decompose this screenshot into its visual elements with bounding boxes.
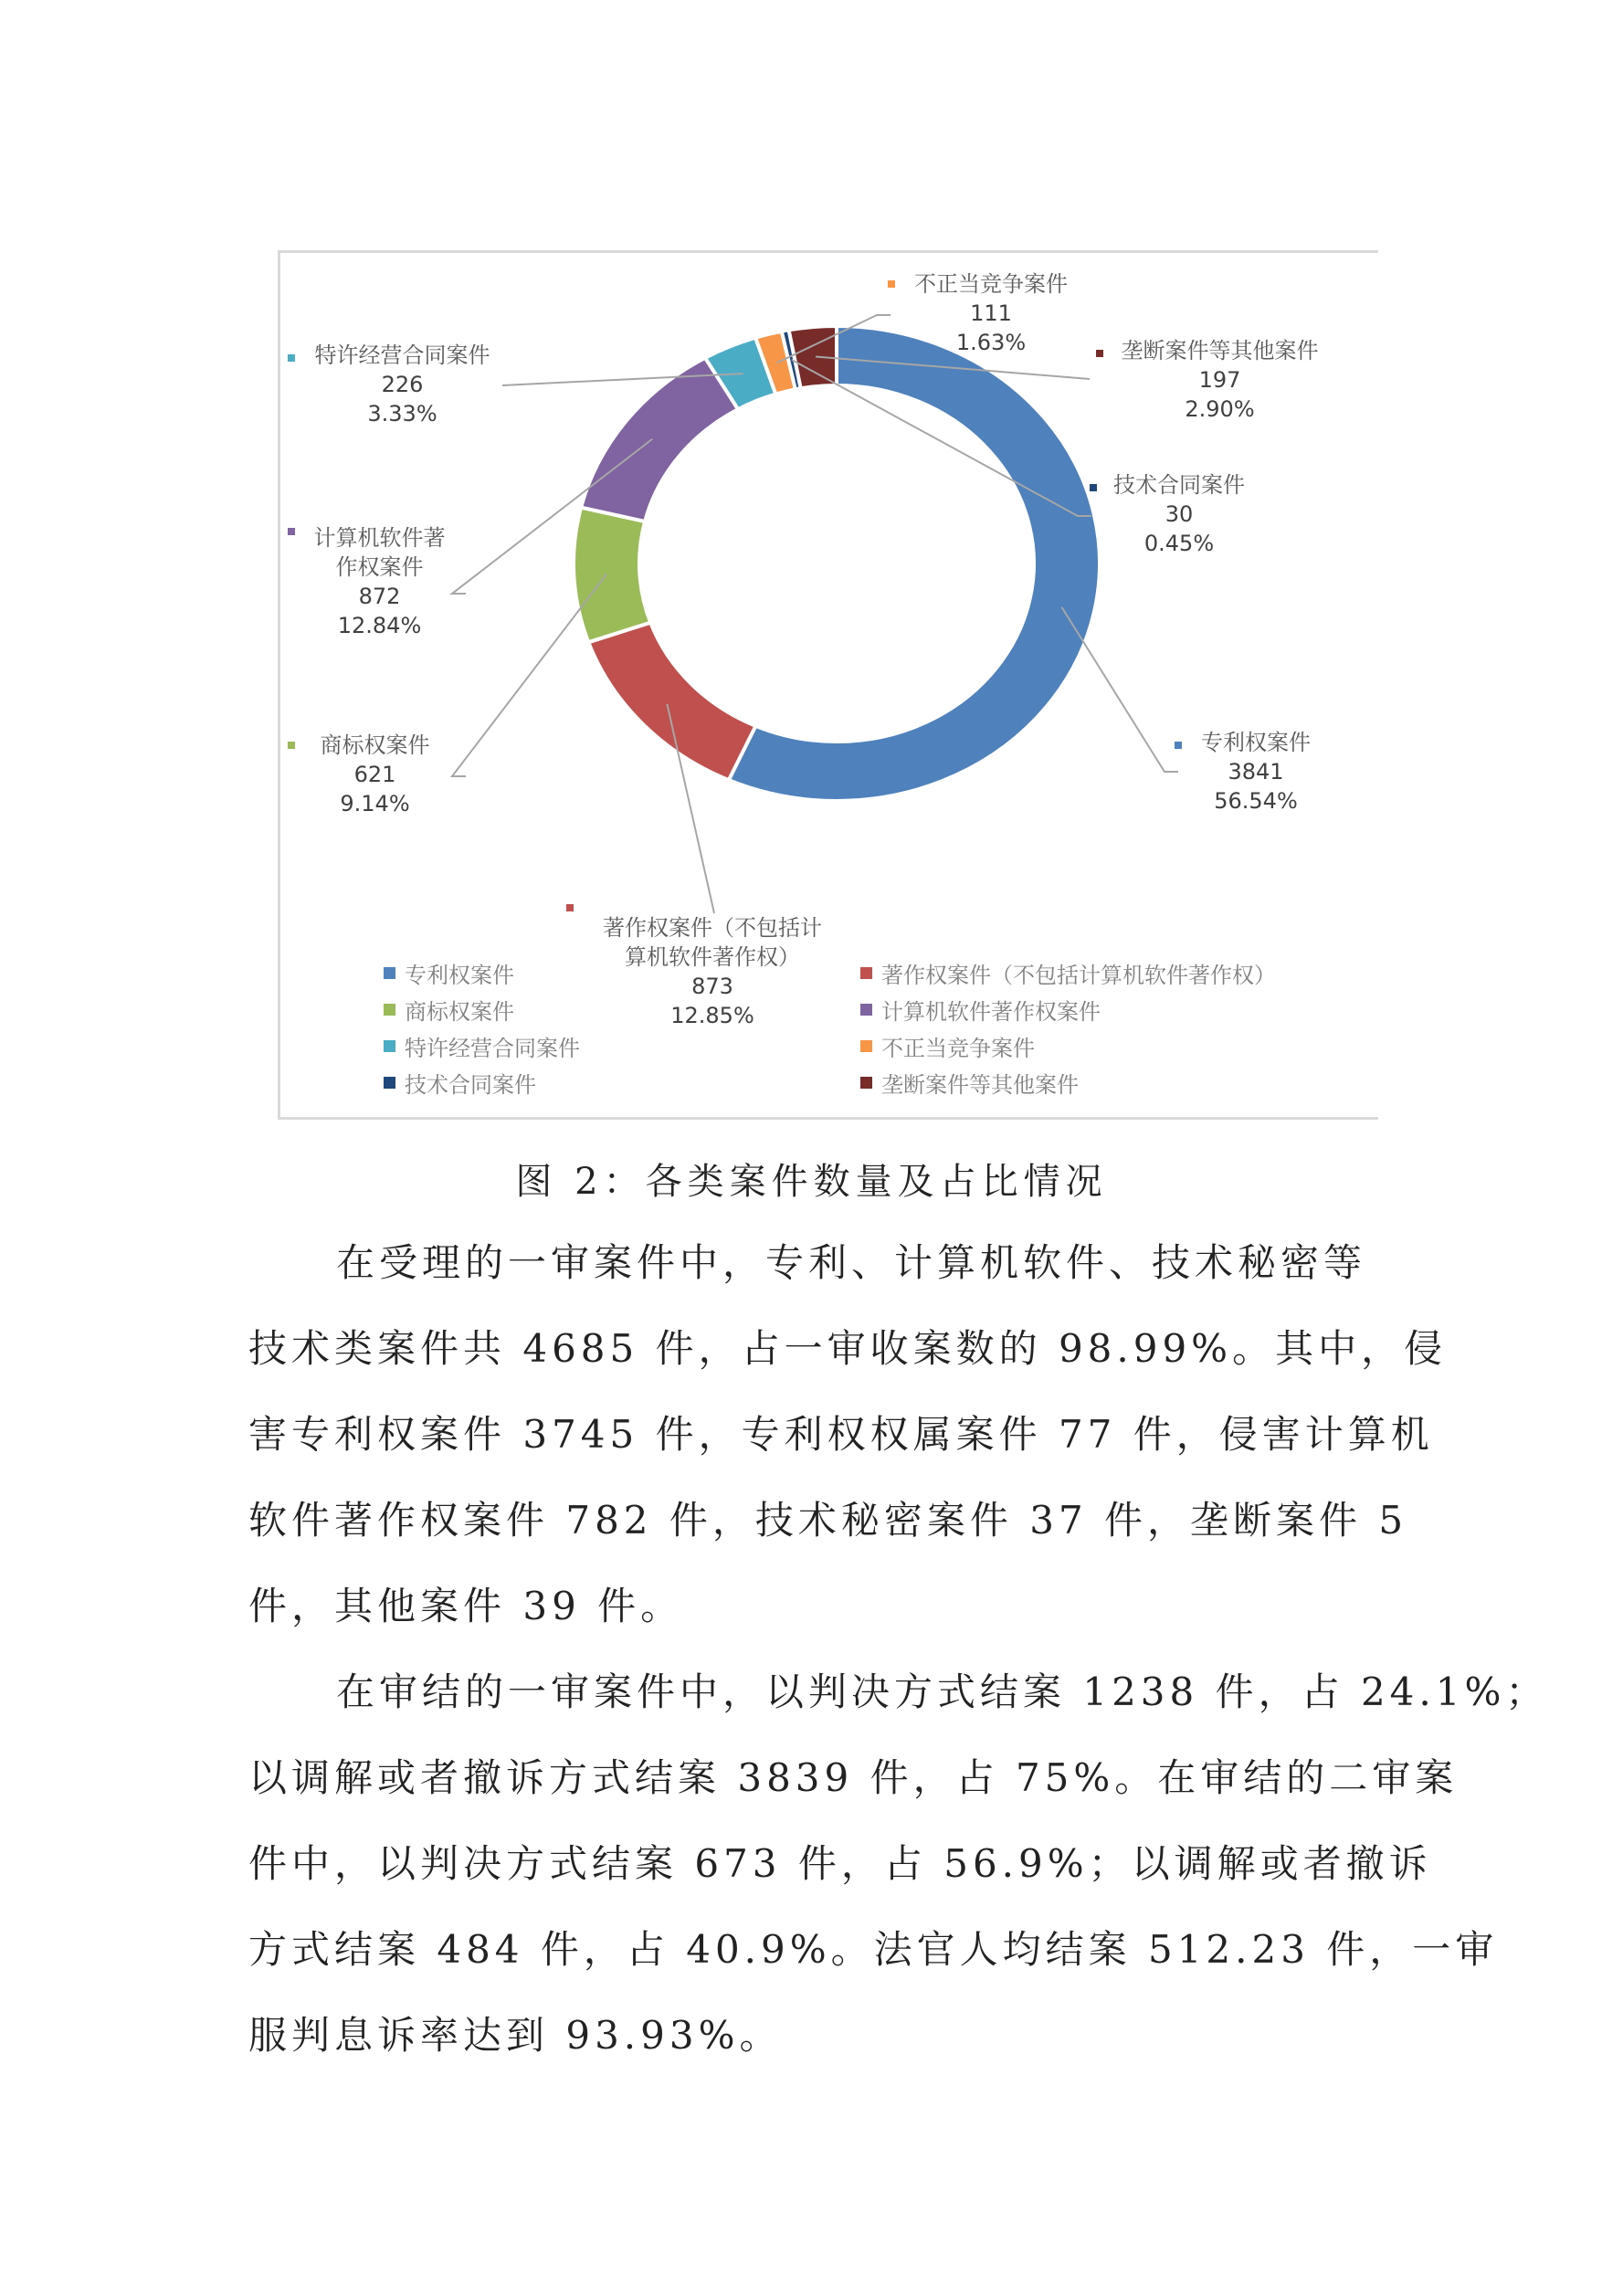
label-value: 621 [353, 762, 396, 787]
text-line: 在受理的一审案件中，专利、计算机软件、技术秘密等 [336, 1240, 1367, 1285]
label-marker [888, 280, 895, 288]
label-value: 3841 [1228, 759, 1284, 785]
legend-label: 垄断案件等其他案件 [881, 1072, 1079, 1098]
legend-label: 技术合同案件 [405, 1072, 536, 1098]
text-line: 方式结案 484 件，占 40.9%。法官人均结案 512.23 件，一审 [248, 1927, 1499, 1972]
legend-label: 著作权案件（不包括计算机软件著作权） [881, 963, 1276, 988]
label-marker [288, 742, 295, 749]
text-line: 件中，以判决方式结案 673 件，占 56.9%；以调解或者撤诉 [248, 1841, 1432, 1886]
label-percent: 2.90% [1185, 396, 1255, 422]
donut-slice-patent [729, 326, 1100, 801]
label-marker [1175, 742, 1182, 749]
text-line: 害专利权案件 3745 件，专利权权属案件 77 件，侵害计算机 [248, 1412, 1434, 1457]
text-line: 件，其他案件 39 件。 [248, 1584, 684, 1628]
donut-slice-trademark [574, 508, 650, 643]
figure-caption: 图 2：各类案件数量及占比情况 [515, 1161, 1108, 1203]
label-value: 111 [970, 300, 1012, 326]
legend-swatch [860, 1077, 872, 1089]
text-line: 以调解或者撤诉方式结案 3839 件，占 75%。在审结的二审案 [248, 1755, 1459, 1800]
label-name: 特许经营合同案件 [314, 342, 490, 368]
label-marker [1090, 484, 1097, 491]
text-line: 服判息诉率达到 93.93%。 [248, 2013, 783, 2058]
legend-item-copyright [860, 957, 1276, 989]
label-name: 不正当竞争案件 [914, 271, 1068, 297]
legend-item-franchise [384, 1030, 580, 1062]
label-value: 226 [381, 372, 424, 397]
legend-item-trademark [384, 994, 514, 1026]
label-percent: 12.84% [337, 613, 422, 638]
legend-swatch [384, 1077, 395, 1089]
legend-item-monopoly-other [860, 1067, 1079, 1099]
leader-line-trademark [452, 574, 606, 776]
legend-label: 不正当竞争案件 [881, 1036, 1035, 1061]
label-name: 专利权案件 [1201, 730, 1311, 755]
label-name-line1: 著作权案件（不包括计 [603, 915, 822, 941]
label-name-line2: 作权案件 [335, 554, 424, 580]
legend-swatch [384, 967, 395, 979]
label-value: 197 [1198, 367, 1241, 393]
label-percent: 56.54% [1214, 788, 1298, 814]
legend-swatch [384, 1040, 395, 1052]
text-line: 技术类案件共 4685 件，占一审收案数的 98.99%。其中，侵 [248, 1326, 1448, 1371]
text-line: 软件著作权案件 782 件，技术秘密案件 37 件，垄断案件 5 [248, 1498, 1408, 1543]
legend-swatch [384, 1004, 395, 1016]
paragraph-first-instance-accepted [248, 1220, 1448, 1649]
legend-swatch [860, 967, 872, 979]
label-name: 技术合同案件 [1113, 472, 1245, 498]
label-value: 872 [358, 584, 401, 609]
legend-swatch [860, 1040, 872, 1052]
label-percent: 12.85% [670, 1003, 754, 1028]
legend-label: 商标权案件 [405, 999, 514, 1025]
legend-item-patent [384, 957, 514, 989]
legend-label: 专利权案件 [405, 963, 514, 988]
label-value: 873 [691, 974, 733, 999]
label-percent: 0.45% [1143, 531, 1215, 556]
label-percent: 1.63% [955, 330, 1027, 355]
label-percent: 3.33% [367, 401, 437, 427]
label-marker [1096, 350, 1103, 357]
label-name-line2: 算机软件著作权） [625, 944, 800, 970]
paragraph-cases-concluded [248, 1649, 1549, 2079]
legend-item-tech-contract [384, 1067, 536, 1099]
label-percent: 9.14% [340, 791, 410, 816]
label-name: 垄断案件等其他案件 [1121, 338, 1319, 363]
label-marker [288, 528, 295, 535]
legend-item-unfair-competition [860, 1030, 1035, 1062]
legend-label: 计算机软件著作权案件 [881, 999, 1101, 1025]
text-line: 在审结的一审案件中，以判决方式结案 1238 件，占 24.1%； [336, 1669, 1549, 1714]
legend-item-software-copyright [860, 994, 1101, 1026]
legend-label: 特许经营合同案件 [405, 1036, 580, 1061]
label-value: 30 [1165, 501, 1194, 527]
donut-slice-copyright [588, 623, 755, 780]
label-name-line1: 计算机软件著 [313, 525, 446, 551]
label-marker [288, 354, 295, 362]
legend-swatch [860, 1004, 872, 1016]
donut-slice-software-copyright [581, 358, 738, 521]
label-marker [566, 904, 574, 911]
label-name: 商标权案件 [320, 732, 430, 758]
